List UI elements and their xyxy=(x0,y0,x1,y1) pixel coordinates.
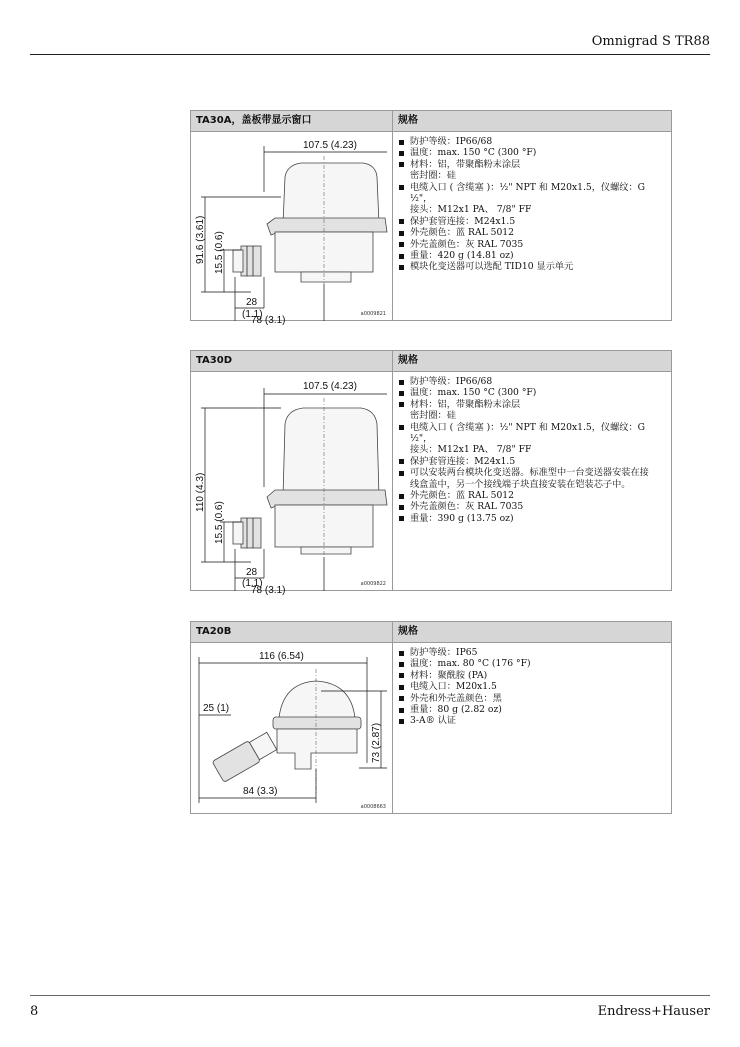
spec-item: 温度：max. 150 °C (300 °F) xyxy=(399,147,667,158)
ta30a-drawing-svg xyxy=(191,132,392,321)
page-header xyxy=(30,28,710,55)
spec-item: 重量：80 g (2.82 oz) xyxy=(399,704,667,715)
spec-item: 外壳颜色：蓝 RAL 5012 xyxy=(399,227,667,238)
figure-id: a0008663 xyxy=(360,804,386,810)
dim-gland-label: 28 xyxy=(246,567,258,578)
spec-item: 接头：M12x1 PA、 7/8" FF xyxy=(410,444,532,456)
spec-item: 可以安装两台模块化变送器。标准型中一台变送器安装在接 xyxy=(399,467,667,478)
spec-item: 防护等级：IP66/68 xyxy=(399,376,667,387)
spec-item: 保护套管连接：M24x1.5 xyxy=(399,456,667,467)
spec-item: 材料：铝，带聚酯粉末涂层 xyxy=(399,159,667,170)
dim-inner-height-label: 15.5 (0.6) xyxy=(214,231,225,274)
spec-table-ta20b xyxy=(190,621,672,814)
spec-item: 密封圈：硅 xyxy=(410,410,456,422)
dim-height-label: 91.6 (3.61) xyxy=(195,215,206,264)
table-header xyxy=(191,351,671,372)
spec-heading: 规格 xyxy=(398,355,418,366)
spec-list xyxy=(399,647,667,727)
spec-item: 外壳盖颜色：灰 RAL 7035 xyxy=(399,501,667,512)
figure-id: a0009821 xyxy=(360,311,386,317)
spec-heading: 规格 xyxy=(398,626,418,637)
dim-depth-label: 78 (3.1) xyxy=(251,315,286,326)
spec-item: 防护等级：IP66/68 xyxy=(399,136,667,147)
dim-height-label: 73 (2.87) xyxy=(371,722,382,763)
housing-drawing xyxy=(191,372,393,596)
model-heading: TA20B xyxy=(191,622,393,642)
spec-item: 重量：390 g (13.75 oz) xyxy=(399,513,667,524)
dim-gland-inch-label: (1.1) xyxy=(242,309,263,320)
table-header xyxy=(191,111,671,132)
spec-item: 密封圈：硅 xyxy=(410,170,456,182)
dim-gland-label: 28 xyxy=(246,297,258,308)
spec-item: 材料：铝，带聚酯粉末涂层 xyxy=(399,399,667,410)
spec-table-ta30d xyxy=(190,350,672,596)
spec-cell xyxy=(393,643,671,814)
spec-item: 保护套管连接：M24x1.5 xyxy=(399,216,667,227)
spec-item: 温度：max. 150 °C (300 °F) xyxy=(399,387,667,398)
housing-drawing xyxy=(191,132,393,326)
spec-item: 外壳颜色：蓝 RAL 5012 xyxy=(399,490,667,501)
dim-inner-height-label: 15.5 (0.6) xyxy=(214,501,225,544)
document-title: Omnigrad S TR88 xyxy=(591,34,710,49)
spec-item: 模块化变送器可以选配 TID10 显示单元 xyxy=(399,261,667,272)
spec-item: 电缆入口：M20x1.5 xyxy=(399,681,667,692)
page-footer xyxy=(30,995,710,1026)
spec-item: 材料：聚酰胺 (PA) xyxy=(399,670,667,681)
dim-gland-label: 25 (1) xyxy=(203,703,230,714)
ta20b-drawing-svg xyxy=(191,643,392,814)
spec-item: 温度：max. 80 °C (176 °F) xyxy=(399,658,667,669)
spec-item: 线盒盖中，另一个接线端子块直接安装在铠装芯子中。 xyxy=(410,478,631,490)
model-heading: TA30D xyxy=(191,351,393,371)
dim-depth-label: 78 (3.1) xyxy=(251,585,286,596)
ta30d-drawing-svg xyxy=(191,372,392,591)
dim-width-label: 107.5 (4.23) xyxy=(303,381,357,392)
dim-width-label: 116 (6.54) xyxy=(259,651,304,662)
table-header xyxy=(191,622,671,643)
dim-depth-label: 84 (3.3) xyxy=(243,786,278,797)
page-number: 8 xyxy=(30,1004,39,1019)
spec-item: 外壳和外壳盖颜色：黑 xyxy=(399,693,667,704)
spec-item: 重量：420 g (14.81 oz) xyxy=(399,250,667,261)
spec-table-ta30a xyxy=(190,110,672,326)
figure-id: a0009822 xyxy=(360,581,386,587)
spec-item: 外壳盖颜色：灰 RAL 7035 xyxy=(399,239,667,250)
spec-cell xyxy=(393,132,671,321)
spec-item: 电缆入口 ( 含缆塞 )：½" NPT 和 M20x1.5，仪螺纹：G ½"， xyxy=(399,422,667,445)
spec-item: 防护等级：IP65 xyxy=(399,647,667,658)
dim-gland-inch-label: (1.1) xyxy=(242,578,263,589)
spec-item: 3-A® 认证 xyxy=(399,715,667,726)
housing-drawing xyxy=(191,643,393,814)
dim-height-label: 110 (4.3) xyxy=(195,472,206,512)
brand-name: Endress+Hauser xyxy=(597,1004,710,1019)
spec-cell xyxy=(393,372,671,591)
spec-item: 电缆入口 ( 含缆塞 )：½" NPT 和 M20x1.5，仪螺纹：G ½"， xyxy=(399,182,667,205)
spec-item: 接头：M12x1 PA、 7/8" FF xyxy=(410,204,532,216)
dim-width-label: 107.5 (4.23) xyxy=(303,140,357,151)
spec-heading: 规格 xyxy=(398,115,418,126)
model-heading: TA30A，盖板带显示窗口 xyxy=(191,111,393,131)
spec-list xyxy=(399,136,667,273)
spec-list xyxy=(399,376,667,524)
